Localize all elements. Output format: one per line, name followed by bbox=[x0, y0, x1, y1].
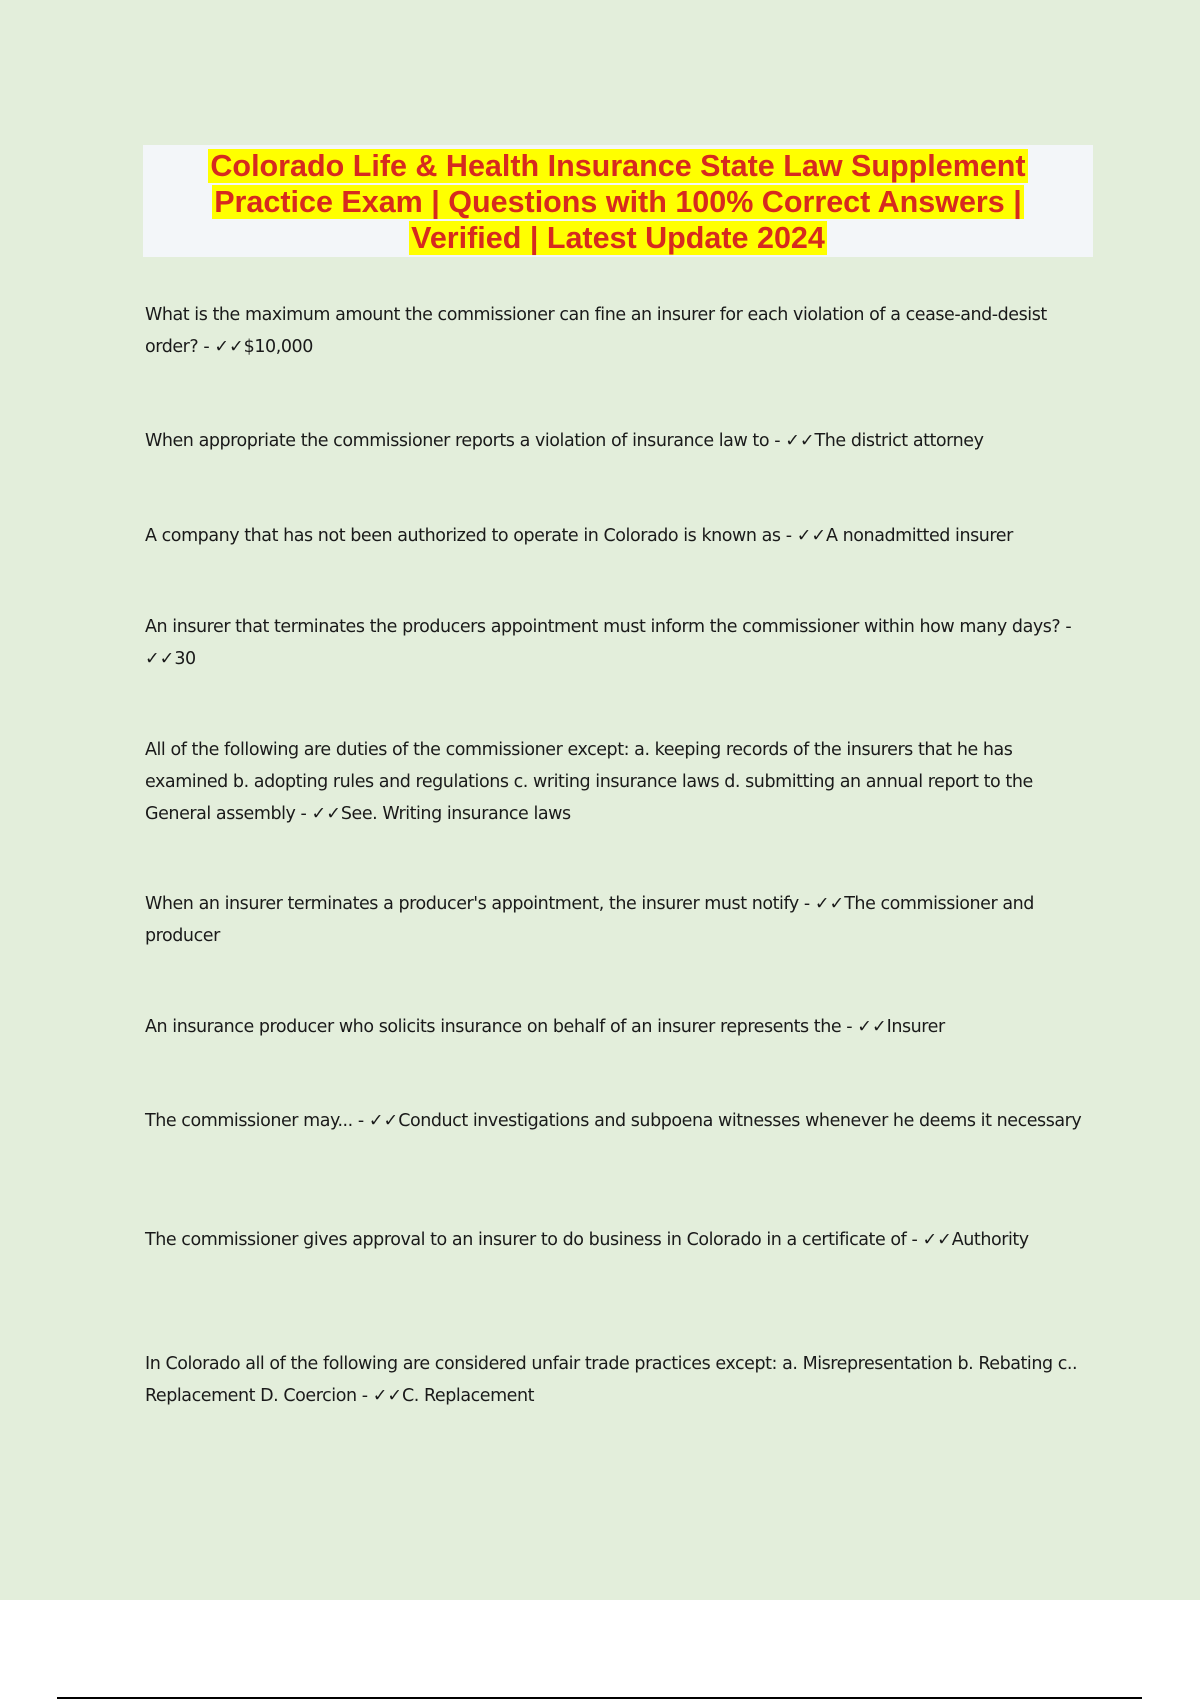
qa-item bbox=[145, 520, 1095, 552]
footer-divider bbox=[57, 1697, 1142, 1699]
question-text: An insurer that terminates the producers appointment must inform the commissioner within how many days? - bbox=[145, 617, 1072, 637]
check-icon: ✓✓ bbox=[214, 337, 244, 357]
answer-text: The district attorney bbox=[814, 431, 984, 451]
check-icon: ✓✓ bbox=[311, 804, 341, 824]
answer-text: C. Replacement bbox=[402, 1386, 535, 1406]
check-icon: ✓✓ bbox=[796, 526, 827, 546]
question-text: When appropriate the commissioner reports a violation of insurance law to - bbox=[145, 431, 786, 451]
qa-item bbox=[145, 1011, 1095, 1043]
check-icon: ✓✓ bbox=[922, 1230, 952, 1250]
check-icon: ✓✓ bbox=[372, 1386, 403, 1406]
qa-item bbox=[145, 611, 1095, 675]
question-text: What is the maximum amount the commissioner can fine an insurer for each violation of a cease-and-desist order? - bbox=[145, 305, 1047, 357]
qa-item bbox=[145, 299, 1095, 363]
answer-text: $10,000 bbox=[243, 337, 313, 357]
check-icon: ✓✓ bbox=[145, 649, 175, 669]
document-title bbox=[143, 145, 1093, 257]
answer-text: The commissioner and producer bbox=[145, 894, 1034, 946]
question-text: The commissioner gives approval to an insurer to do business in Colorado in a certificate of - bbox=[145, 1230, 923, 1250]
check-icon: ✓✓ bbox=[857, 1017, 887, 1037]
check-icon: ✓✓ bbox=[814, 894, 845, 914]
title-line: Colorado Life & Health Insurance State Law Supplement bbox=[210, 149, 1026, 183]
title-line: Practice Exam | Questions with 100% Correct Answers | bbox=[214, 185, 1022, 219]
qa-item bbox=[145, 1224, 1095, 1256]
answer-text: Authority bbox=[951, 1230, 1029, 1250]
answer-text: 30 bbox=[174, 649, 196, 669]
qa-item bbox=[145, 1348, 1095, 1412]
qa-item bbox=[145, 734, 1095, 830]
qa-item bbox=[145, 888, 1095, 952]
question-text: In Colorado all of the following are considered unfair trade practices except: a. Misrepresentation b. Rebating c.. Replacement D. Coercion - bbox=[145, 1354, 1078, 1406]
answer-text: A nonadmitted insurer bbox=[826, 526, 1013, 546]
question-text: An insurance producer who solicits insurance on behalf of an insurer represents the - bbox=[145, 1017, 858, 1037]
answer-text: Insurer bbox=[886, 1017, 945, 1037]
question-text: A company that has not been authorized to operate in Colorado is known as - bbox=[145, 526, 797, 546]
question-text: The commissioner may... - bbox=[145, 1111, 369, 1131]
question-text: All of the following are duties of the commissioner except: a. keeping records of the insurers that he has examined b. adopting rules and regulations c. writing insurance laws d. submitting an annual report to the General assembly - bbox=[145, 740, 1033, 824]
check-icon: ✓✓ bbox=[368, 1111, 399, 1131]
answer-text: Conduct investigations and subpoena witnesses whenever he deems it necessary bbox=[398, 1111, 1082, 1131]
title-line: Verified | Latest Update 2024 bbox=[411, 221, 825, 255]
check-icon: ✓✓ bbox=[785, 431, 815, 451]
qa-item bbox=[145, 1105, 1095, 1137]
qa-item bbox=[145, 425, 1095, 457]
answer-text: See. Writing insurance laws bbox=[340, 804, 571, 824]
question-text: When an insurer terminates a producer's appointment, the insurer must notify - bbox=[145, 894, 815, 914]
